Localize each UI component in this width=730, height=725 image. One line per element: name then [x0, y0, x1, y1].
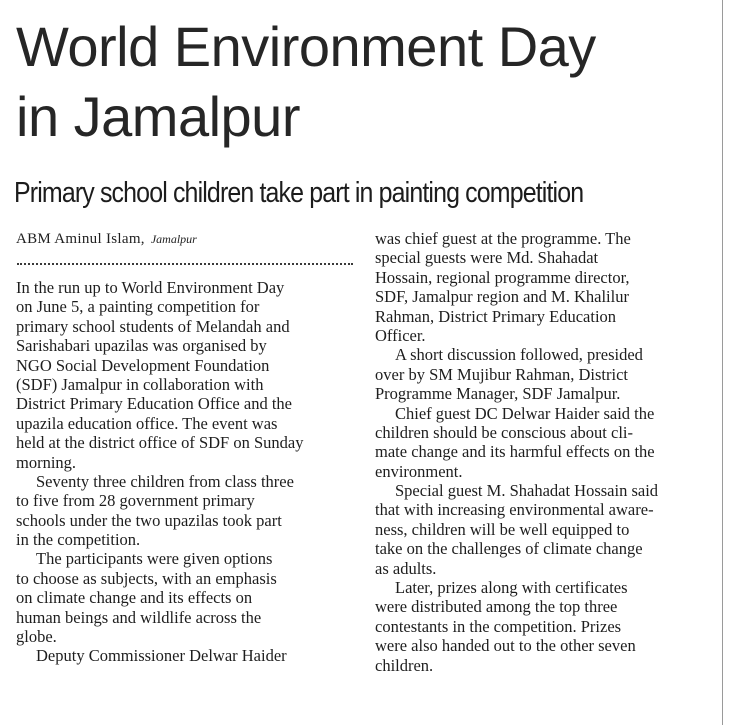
- text-line: to five from 28 government primary: [16, 491, 255, 511]
- text-line: were also handed out to the other seven: [375, 636, 636, 656]
- text-line: human beings and wildlife across the: [16, 607, 262, 627]
- text-line: take on the challenges of climate change: [375, 539, 643, 559]
- headline: [16, 12, 596, 152]
- text-line: Officer.: [375, 325, 426, 345]
- byline: [16, 229, 197, 249]
- text-line: primary school students of Melandah and: [16, 316, 290, 336]
- text-line: Later, prizes along with certificates: [395, 578, 628, 598]
- text-line: on climate change and its effects on: [16, 588, 253, 608]
- text-line: children.: [375, 655, 434, 675]
- article-column-left: [16, 278, 361, 666]
- text-line: over by SM Mujibur Rahman, District: [375, 364, 628, 384]
- text-line: Programme Manager, SDF Jamalpur.: [375, 384, 621, 404]
- text-line: Rahman, District Primary Education: [375, 306, 617, 326]
- text-line: ness, children will be well equipped to: [375, 519, 630, 539]
- headline-line-2: in Jamalpur: [16, 85, 300, 148]
- text-line: to choose as subjects, with an emphasis: [16, 568, 277, 588]
- text-line: schools under the two upazilas took part: [16, 510, 282, 530]
- text-line: Deputy Commissioner Delwar Haider: [36, 646, 287, 666]
- subheadline: Primary school children take part in painting competition: [14, 177, 584, 209]
- byline-location: Jamalpur: [150, 232, 197, 246]
- headline-line-1: World Environment Day: [16, 15, 596, 78]
- text-line: held at the district office of SDF on Sunday: [16, 433, 304, 453]
- text-line: children should be conscious about cli-: [375, 422, 633, 442]
- text-line: environment.: [375, 461, 463, 481]
- text-line: Special guest M. Shahadat Hossain said: [395, 481, 659, 501]
- text-line: SDF, Jamalpur region and M. Khalilur: [375, 287, 629, 307]
- text-line: A short discussion followed, presided: [395, 345, 643, 365]
- text-line: The participants were given options: [36, 549, 273, 569]
- text-line: was chief guest at the programme. The: [375, 229, 631, 248]
- text-line: morning.: [16, 452, 77, 472]
- text-line: In the run up to World Environment Day: [16, 278, 285, 297]
- text-line: NGO Social Development Foundation: [16, 355, 270, 375]
- text-line: contestants in the competition. Prizes: [375, 616, 622, 636]
- byline-author: ABM Aminul Islam,: [16, 231, 145, 247]
- byline-divider: [17, 263, 353, 267]
- text-line: on June 5, a painting competition for: [16, 297, 260, 317]
- text-line: Seventy three children from class three: [36, 471, 294, 491]
- text-line: were distributed among the top three: [375, 597, 618, 617]
- text-line: Sarishabari upazilas was organised by: [16, 336, 267, 356]
- text-line: upazila education office. The event was: [16, 413, 278, 433]
- text-line: special guests were Md. Shahadat: [375, 248, 599, 268]
- text-line: globe.: [16, 627, 57, 647]
- text-line: Hossain, regional programme director,: [375, 267, 630, 287]
- text-line: as adults.: [375, 558, 437, 578]
- text-line: mate change and its harmful effects on the: [375, 442, 655, 462]
- text-line: that with increasing environmental aware-: [375, 500, 654, 520]
- text-line: Chief guest DC Delwar Haider said the: [395, 403, 655, 423]
- article-column-right: [375, 229, 720, 675]
- page-edge-line: [722, 0, 723, 725]
- text-line: District Primary Education Office and the: [16, 394, 292, 414]
- text-line: in the competition.: [16, 530, 141, 550]
- text-line: (SDF) Jamalpur in collaboration with: [16, 374, 264, 394]
